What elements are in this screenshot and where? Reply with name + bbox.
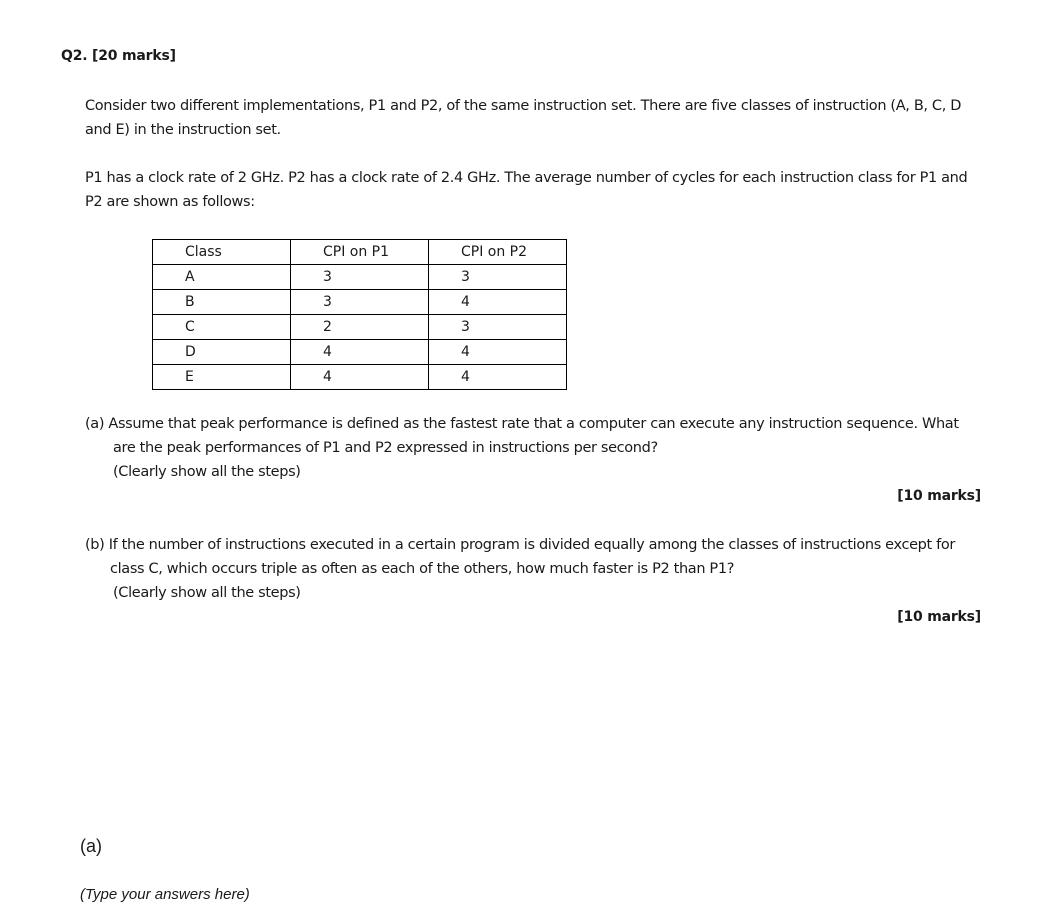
cell-cpi-p2: 4 [429,365,567,390]
question-title: Q2. [20 marks] [61,48,176,64]
intro-line-1: Consider two different implementations, P1 and P2, of the same instruction set. There are five classes of instruction (A, B, C, D [85,98,962,114]
part-a-marks: [10 marks] [897,488,981,504]
cell-cpi-p1: 4 [291,340,429,365]
table-row [153,340,567,365]
intro-paragraph [85,94,981,142]
answer-placeholder[interactable]: (Type your answers here) [80,886,250,903]
cell-cpi-p1: 3 [291,265,429,290]
table-row [153,265,567,290]
part-a-line-2: are the peak performances of P1 and P2 expressed in instructions per second? [113,440,658,456]
cell-class: B [153,290,291,315]
cell-class: D [153,340,291,365]
cell-class: A [153,265,291,290]
part-b-marks: [10 marks] [897,609,981,625]
table-header-row [153,240,567,265]
answer-label: (a) [80,836,102,856]
part-b-question [85,533,981,605]
part-a-instruction: (Clearly show all the steps) [113,464,301,480]
cell-cpi-p2: 3 [429,265,567,290]
cell-cpi-p2: 3 [429,315,567,340]
header-cpi-p1: CPI on P1 [291,240,429,265]
part-a-question [85,412,981,484]
header-cpi-p2: CPI on P2 [429,240,567,265]
cell-cpi-p2: 4 [429,340,567,365]
part-a-line-1: (a) Assume that peak performance is defined as the fastest rate that a computer can execute any instruction sequence. What [85,416,959,432]
cell-cpi-p1: 2 [291,315,429,340]
clock-line-1: P1 has a clock rate of 2 GHz. P2 has a clock rate of 2.4 GHz. The average number of cycles for each instruction class for P1 and [85,170,968,186]
cell-cpi-p1: 3 [291,290,429,315]
part-b-instruction: (Clearly show all the steps) [113,585,301,601]
intro-line-2: and E) in the instruction set. [85,122,281,138]
cell-cpi-p1: 4 [291,365,429,390]
cell-cpi-p2: 4 [429,290,567,315]
table-row [153,290,567,315]
table-row [153,315,567,340]
cell-class: E [153,365,291,390]
part-b-line-2: class C, which occurs triple as often as each of the others, how much faster is P2 than P1? [110,561,735,577]
cell-class: C [153,315,291,340]
cpi-table [152,239,567,390]
part-b-line-1: (b) If the number of instructions executed in a certain program is divided equally among the classes of instructions except for [85,537,955,553]
header-class: Class [153,240,291,265]
table-row [153,365,567,390]
clock-line-2: P2 are shown as follows: [85,194,255,210]
clock-paragraph [85,166,981,214]
